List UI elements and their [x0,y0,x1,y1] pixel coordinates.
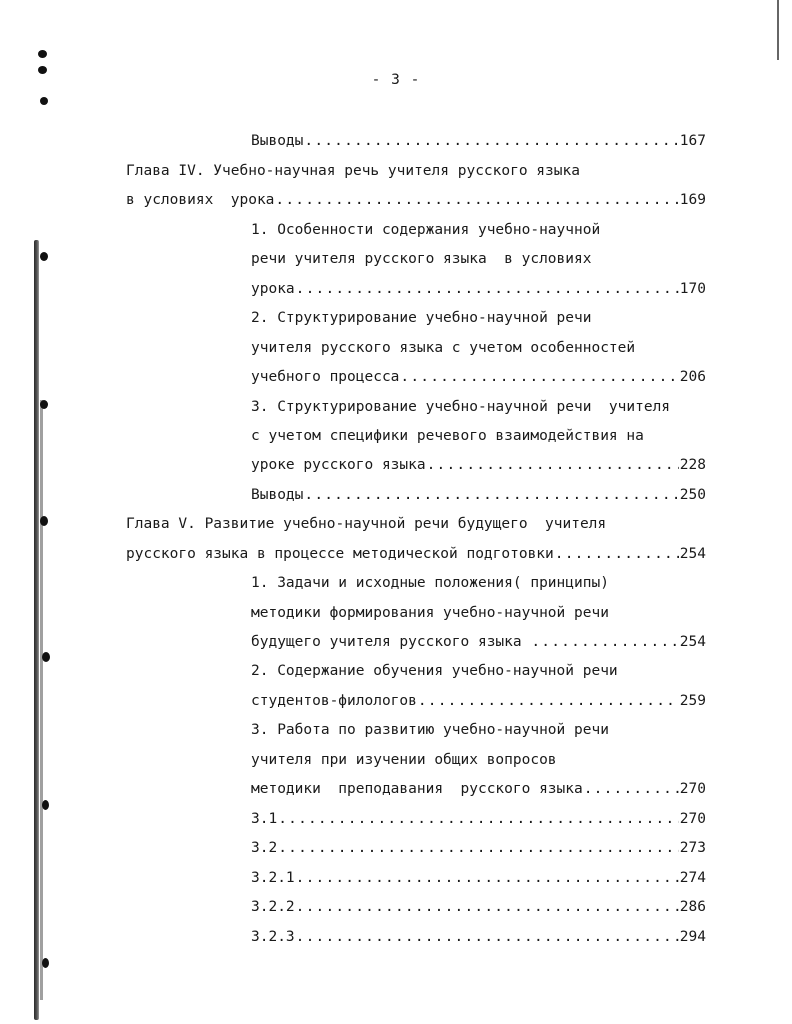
toc-entry-text: 3.2.3 [251,929,295,945]
dot-leader [296,280,679,298]
toc-section-line [251,427,644,445]
toc-entry-page: 170 [679,281,706,297]
scan-hole-mark [40,400,48,409]
toc-entry-text: методики формирования учебно-научной речи [251,605,609,621]
toc-entry-text: 3.2.1 [251,870,295,886]
toc-entry-text: Глава IV. Учебно-научная речь учителя русского языка [126,163,580,179]
scan-hole-mark [38,50,47,58]
toc-entry-text: Выводы [251,487,304,503]
page-number: - 3 - [371,72,421,88]
toc-section-line [251,221,600,239]
toc-entry [251,780,706,798]
dot-leader [531,633,678,651]
toc-entry [251,132,706,150]
toc-entry-page: 273 [679,840,706,856]
toc-entry [251,280,706,298]
toc-entry-text: студентов-филологов [251,693,417,709]
dot-leader [418,692,679,710]
toc-entry-text: 3. Работа по развитию учебно-научной речи [251,722,609,738]
toc-entry [126,545,706,563]
scan-binding-shadow [34,240,39,1020]
scan-hole-mark [42,958,49,968]
toc-entry-text: 1. Задачи и исходные положения( принципы) [251,575,609,591]
toc-section-line [251,751,557,769]
toc-entry-text: будущего учителя русского языка [251,634,531,650]
toc-entry-text: 3.1 [251,811,278,827]
toc-entry-text: Глава V. Развитие учебно-научной речи будущего учителя [126,516,607,532]
toc-entry-page: 167 [679,133,706,149]
toc-entry-page: 294 [679,929,706,945]
toc-entry [251,368,706,386]
toc-entry [251,898,706,916]
toc-entry [251,928,706,946]
toc-entry-text: урока [251,281,295,297]
dot-leader [278,839,679,857]
toc-entry-text: уроке русского языка [251,457,426,473]
toc-entry-page: 270 [679,781,706,797]
toc-entry-text: в условиях урока [126,192,275,208]
toc-section-line [251,662,618,680]
toc-entry-text: речи учителя русского языка в условиях [251,251,592,267]
toc-section-line [251,339,635,357]
toc-entry [251,633,706,651]
toc-chapter-heading [126,162,580,180]
dot-leader [296,928,679,946]
toc-entry-page: 274 [679,870,706,886]
toc-entry-page: 259 [679,693,706,709]
toc-entry-page: 254 [679,546,706,562]
toc-entry [251,456,706,474]
dot-leader [296,869,679,887]
toc-section-line [251,604,609,622]
dot-leader [296,898,679,916]
toc-entry [251,869,706,887]
dot-leader [304,486,678,504]
toc-entry [251,839,706,857]
dot-leader [555,545,679,563]
toc-section-line [251,398,670,416]
toc-entry-text: русского языка в процессе методической подготовки [126,546,554,562]
toc-entry-text: 3.2.2 [251,899,295,915]
scan-edge-mark [777,0,779,60]
toc-entry-text: 1. Особенности содержания учебно-научной [251,222,601,238]
toc-section-line [251,574,609,592]
toc-entry [126,191,706,209]
dot-leader [427,456,679,474]
scan-hole-mark [42,800,49,810]
toc-entry [251,692,706,710]
scan-hole-mark [40,516,48,526]
toc-section-line [251,721,609,739]
toc-entry-text: 3.2 [251,840,278,856]
toc-entry-text: 3. Структурирование учебно-научной речи учителя [251,399,671,415]
toc-entry [251,810,706,828]
toc-entry-page: 169 [679,192,706,208]
toc-entry-text: методики преподавания русского языка [251,781,583,797]
toc-entry-text: 2. Содержание обучения учебно-научной речи [251,663,618,679]
toc-entry-page: 286 [679,899,706,915]
scan-binding-shadow-secondary [40,400,43,1000]
scan-hole-mark [40,97,48,105]
dot-leader [275,191,678,209]
toc-entry-text: 2. Структурирование учебно-научной речи [251,310,592,326]
toc-entry-page: 250 [679,487,706,503]
dot-leader [400,368,678,386]
toc-chapter-heading [126,515,606,533]
toc-section-line [251,309,591,327]
toc-entry-text: учителя при изучении общих вопросов [251,752,557,768]
dot-leader [584,780,679,798]
toc-entry-text: учителя русского языка с учетом особенностей [251,340,636,356]
toc-entry-page: 270 [679,811,706,827]
dot-leader [304,132,678,150]
scan-hole-mark [42,652,50,662]
toc-entry-page: 206 [679,369,706,385]
toc-entry [251,486,706,504]
toc-section-line [251,250,591,268]
scan-hole-mark [40,252,48,261]
toc-entry-page: 254 [679,634,706,650]
toc-entry-text: учебного процесса [251,369,400,385]
toc-entry-text: Выводы [251,133,304,149]
toc-entry-page: 228 [679,457,706,473]
dot-leader [278,810,679,828]
toc-entry-text: с учетом специфики речевого взаимодействия на [251,428,644,444]
